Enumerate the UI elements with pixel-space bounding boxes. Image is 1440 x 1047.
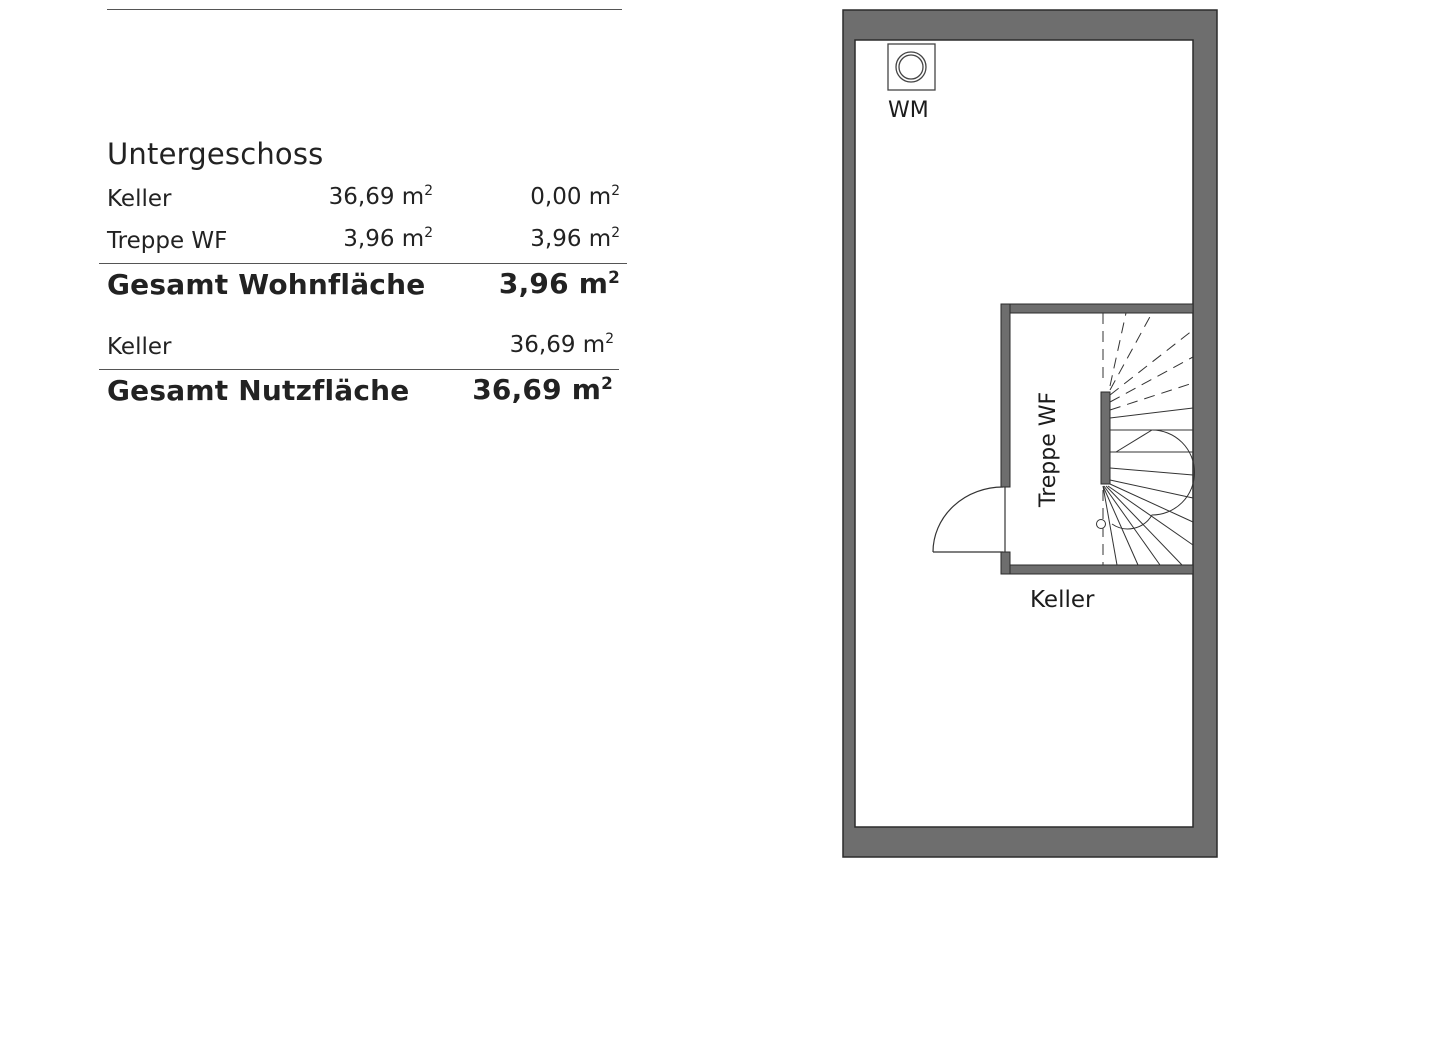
room-name-keller: Keller: [107, 186, 172, 212]
room-wohnflaeche-treppe: 3,96 $m^2$: [530, 225, 620, 252]
total-nutzflaeche-value: 36,69 $m^2$: [472, 373, 613, 406]
nutz-row-label: Keller: [107, 334, 172, 360]
cellar-room-label: Keller: [1030, 587, 1095, 613]
stair-room-label: Treppe WF: [1036, 391, 1061, 507]
nutz-row-value: 36,69 $m^2$: [509, 331, 614, 358]
floor-title: Untergeschoss: [107, 137, 324, 171]
room-area-keller: 36,69 $m^2$: [328, 183, 433, 210]
washing-machine-icon: [888, 44, 935, 90]
door: [933, 487, 1005, 552]
stair-enclosure-walls: [1001, 304, 1193, 574]
stair-start-marker: [1097, 520, 1106, 529]
room-area-treppe: 3,96 $m^2$: [343, 225, 433, 252]
room-wohnflaeche-keller: 0,00 $m^2$: [530, 183, 620, 210]
outer-wall: [843, 10, 1217, 857]
stair-treads: [1103, 313, 1195, 565]
total-nutzflaeche-label: Gesamt Nutzfläche: [107, 374, 410, 407]
total-wohnflaeche-value: 3,96 $m^2$: [498, 267, 620, 300]
washing-machine-label: WM: [888, 98, 929, 123]
room-name-treppe: Treppe WF: [107, 228, 228, 254]
total-wohnflaeche-label: Gesamt Wohnfläche: [107, 268, 426, 301]
